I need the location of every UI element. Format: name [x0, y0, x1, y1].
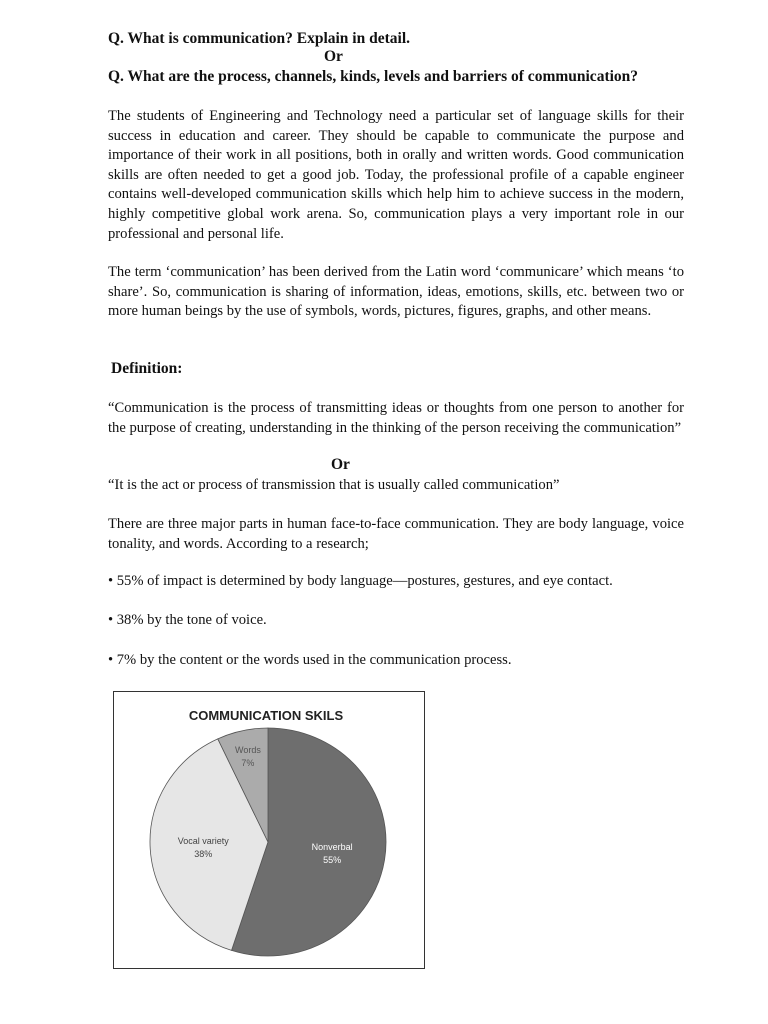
- definition-heading: Definition:: [111, 360, 183, 377]
- or-separator-2: Or: [331, 456, 350, 473]
- parts-paragraph: There are three major parts in human face-to-face communication. They are body language, voice tonality, and words. According to a research;: [108, 516, 684, 552]
- question-2: Q. What are the process, channels, kinds, levels and barriers of communication?: [108, 68, 639, 85]
- bullet-tone-of-voice: • 38% by the tone of voice.: [108, 612, 267, 628]
- slice-value-words: 7%: [241, 758, 255, 769]
- bullet-body-language: • 55% of impact is determined by body language—postures, gestures, and eye contact.: [108, 573, 613, 589]
- bullet-words: • 7% by the content or the words used in the communication process.: [108, 652, 512, 668]
- or-separator-1: Or: [324, 48, 343, 65]
- question-1: Q. What is communication? Explain in detail.: [108, 30, 411, 47]
- definition-2: “It is the act or process of transmission that is usually called communication”: [108, 477, 560, 493]
- pie-chart: [114, 692, 424, 968]
- slice-value-vocal-variety: 38%: [194, 848, 213, 859]
- intro-paragraph: The students of Engineering and Technology need a particular set of language skills for their success in education and career. They should be capable to communicate the purpose and importance of their work in all positions, both in orally and written words. Good communication skills are often needed to get a good job. Today, the professional profile of a capable engineer contains well-developed communication skills which help him to achieve success in the modern, highly competitive global work arena. So, communication plays a very important role in our professional and personal life.: [108, 108, 684, 242]
- slice-label-words: Words: [235, 745, 261, 756]
- definition-1: “Communication is the process of transmitting ideas or thoughts from one person to another for the purpose of creating, understanding in the thinking of the person receiving the communication”: [108, 400, 684, 436]
- etymology-paragraph: The term ‘communication’ has been derived from the Latin word ‘communicare’ which means ‘to share’. So, communication is sharing of information, ideas, emotions, skills, etc. between two or more human beings by the use of symbols, words, pictures, figures, graphs, and other means.: [108, 264, 684, 320]
- chart-title: COMMUNICATION SKILS: [188, 708, 344, 723]
- slice-label-vocal-variety: Vocal variety: [177, 835, 229, 846]
- slice-label-nonverbal: Nonverbal: [311, 841, 353, 852]
- slice-value-nonverbal: 55%: [323, 854, 342, 865]
- pie-chart-frame: [113, 691, 425, 969]
